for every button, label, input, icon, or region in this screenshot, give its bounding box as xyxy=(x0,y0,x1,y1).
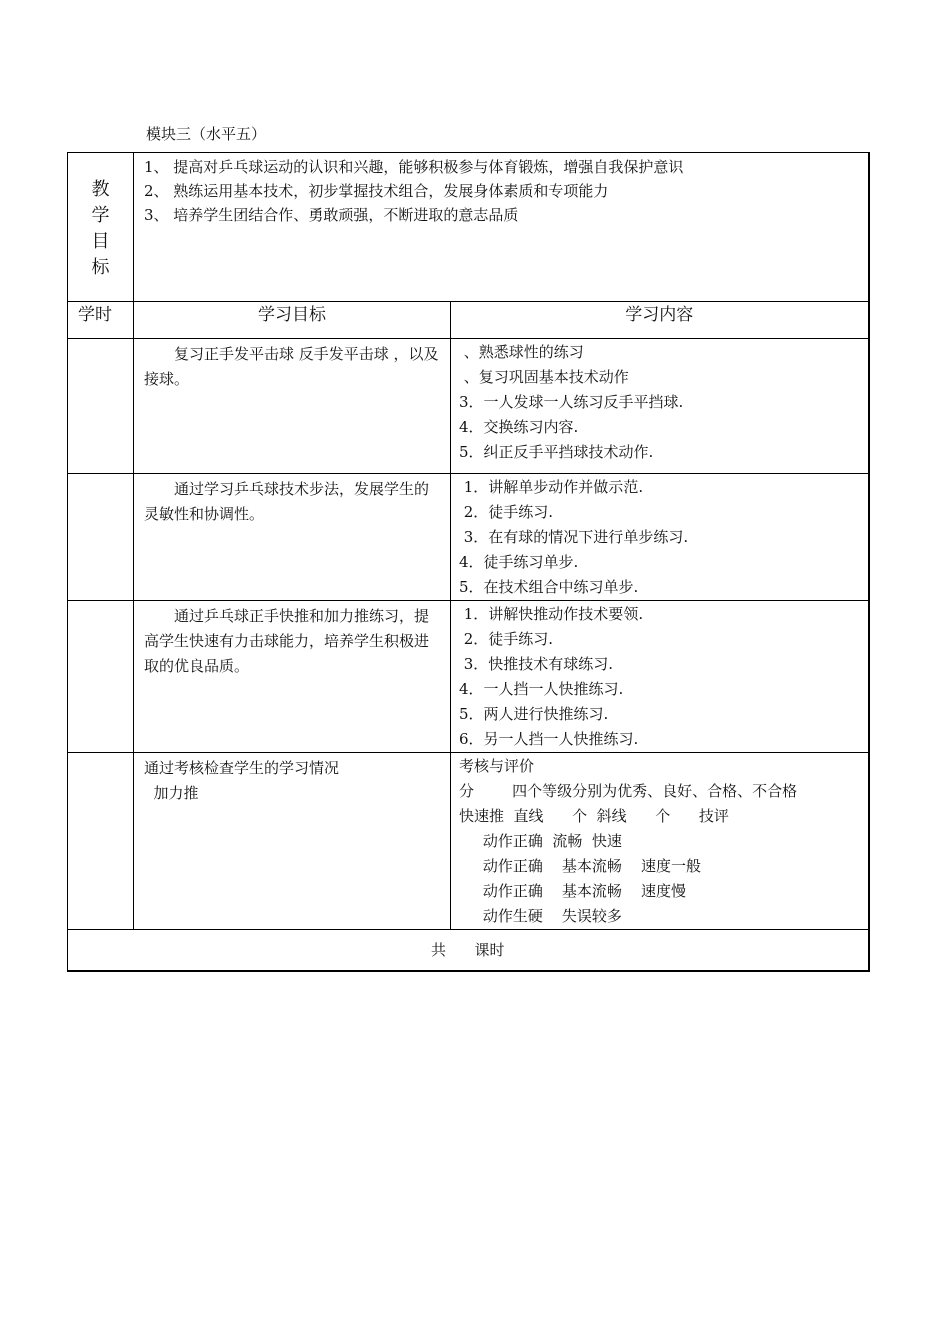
content-item: 、复习巩固基本技术动作 xyxy=(459,368,629,386)
lesson-objective: 通过乒乓球正手快推和加力推练习，提高学生快速有力击球能力，培养学生积极进取的优良品质。 xyxy=(134,601,451,753)
content-item: 5．在技术组合中练习单步. xyxy=(459,578,639,596)
lesson-hours-cell xyxy=(68,474,134,601)
lesson-content xyxy=(451,601,869,753)
content-item: 4．徒手练习单步. xyxy=(459,553,579,571)
module-title: 模块三（水平五） xyxy=(146,125,267,143)
teaching-goals-list xyxy=(134,153,869,302)
lesson-hours-cell xyxy=(68,601,134,753)
content-item: 动作生硬 失误较多 xyxy=(459,907,622,925)
lesson-row-4 xyxy=(68,753,869,930)
content-item: 4．交换练习内容. xyxy=(459,418,579,436)
goal-label-char: 教 xyxy=(91,179,110,200)
header-row xyxy=(68,302,869,339)
lesson-hours-cell xyxy=(68,339,134,474)
goal-item: 2、 熟练运用基本技术，初步掌握技术组合，发展身体素质和专项能力 xyxy=(144,182,609,200)
lesson-content xyxy=(451,474,869,601)
lesson-row-3 xyxy=(68,601,869,753)
header-content: 学习内容 xyxy=(451,302,869,339)
content-item: 1．讲解快推动作技术要领. xyxy=(459,605,644,623)
teaching-plan-table xyxy=(67,152,870,972)
content-item: 3．一人发球一人练习反手平挡球. xyxy=(459,393,684,411)
lesson-row-2 xyxy=(68,474,869,601)
content-item: 3．快推技术有球练习. xyxy=(459,655,614,673)
content-item: 快速推 直线 个 斜线 个 技评 xyxy=(459,807,729,825)
content-item: 5．两人进行快推练习. xyxy=(459,705,609,723)
goal-label-char: 标 xyxy=(91,257,110,278)
content-item: 考核与评价 xyxy=(459,757,535,775)
goal-label-char: 目 xyxy=(91,231,110,252)
footer-row xyxy=(68,930,869,971)
goal-item: 1、 提高对乒乓球运动的认识和兴趣，能够积极参与体育锻炼，增强自我保护意识 xyxy=(144,158,684,176)
content-item: 1．讲解单步动作并做示范. xyxy=(459,478,644,496)
header-objective: 学习目标 xyxy=(134,302,451,339)
goal-item: 3、 培养学生团结合作、勇敢顽强，不断进取的意志品质 xyxy=(144,206,519,224)
content-item: 4．一人挡一人快推练习. xyxy=(459,680,624,698)
lesson-objective: 通过学习乒乓球技术步法，发展学生的灵敏性和协调性。 xyxy=(134,474,451,601)
content-item: 分 四个等级分别为优秀、良好、合格、不合格 xyxy=(459,782,798,800)
lesson-hours-cell xyxy=(68,753,134,930)
content-item: 2．徒手练习. xyxy=(459,503,554,521)
lesson-objective: 复习正手发平击球 反手发平击球 ，以及接球。 xyxy=(134,339,451,474)
content-item: 3．在有球的情况下进行单步练习. xyxy=(459,528,689,546)
lesson-objective xyxy=(134,753,451,930)
objective-line: 加力推 xyxy=(144,784,199,802)
total-hours xyxy=(68,930,869,971)
teaching-goals-row xyxy=(68,153,869,302)
content-item: 2．徒手练习. xyxy=(459,630,554,648)
lesson-row-1 xyxy=(68,339,869,474)
content-item: 动作正确 流畅 快速 xyxy=(459,832,622,850)
content-item: 、熟悉球性的练习 xyxy=(459,343,584,361)
content-item: 动作正确 基本流畅 速度慢 xyxy=(459,882,686,900)
total-hours-text: 共 课时 xyxy=(430,941,505,959)
teaching-goals-label xyxy=(68,153,134,302)
objective-line: 通过考核检查学生的学习情况 xyxy=(144,759,340,777)
content-item: 5．纠正反手平挡球技术动作. xyxy=(459,443,654,461)
header-hours: 学时 xyxy=(68,302,134,339)
goal-label-char: 学 xyxy=(91,205,110,226)
content-item: 6．另一人挡一人快推练习. xyxy=(459,730,639,748)
lesson-content xyxy=(451,339,869,474)
lesson-content xyxy=(451,753,869,930)
content-item: 动作正确 基本流畅 速度一般 xyxy=(459,857,701,875)
